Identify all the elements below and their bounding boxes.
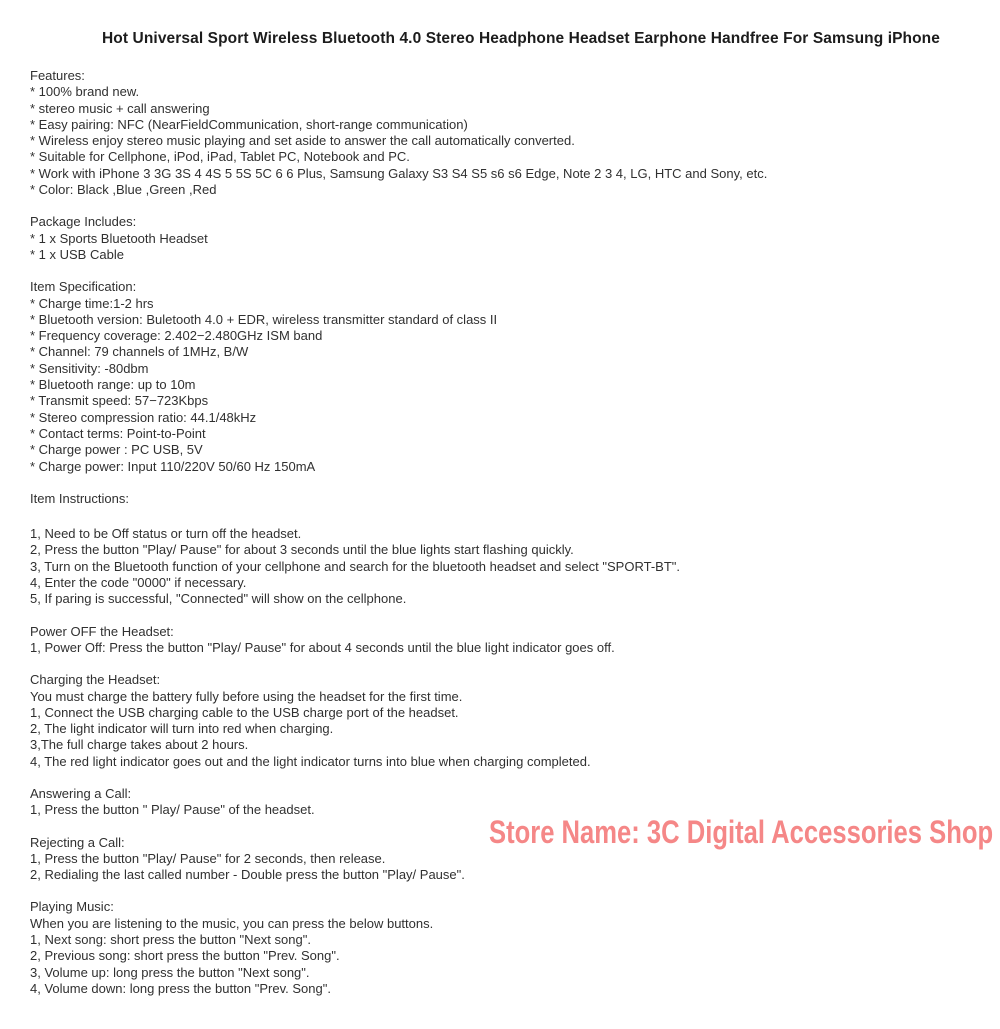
text-line: * Charge power: Input 110/220V 50/60 Hz 150mA — [30, 458, 316, 474]
section-heading: Features: — [30, 68, 85, 83]
text-line: * Work with iPhone 3 3G 3S 4 4S 5 5S 5C 6 6 Plus, Samsung Galaxy S3 S4 S5 s6 s6 Edge, Note 2 3 4, LG, HTC and Sony, etc. — [30, 165, 768, 181]
text-line: 1, Press the button " Play/ Pause" of the headset. — [30, 802, 315, 818]
text-line: * Charge time:1-2 hrs — [30, 295, 154, 311]
section-heading: Item Instructions: — [30, 490, 129, 506]
section-heading: Answering a Call: — [30, 785, 132, 801]
text-line: * Stereo compression ratio: 44.1/48kHz — [30, 409, 257, 425]
text-line: 1, Connect the USB charging cable to the USB charge port of the headset. — [30, 704, 459, 720]
text-line: * Channel: 79 channels of 1MHz, B/W — [30, 344, 249, 360]
text-line: 3,The full charge takes about 2 hours. — [30, 737, 249, 753]
section — [30, 491, 980, 507]
text-line: * Frequency coverage: 2.402−2.480GHz ISM band — [30, 328, 323, 344]
section-heading: Item Specification: — [30, 279, 137, 295]
section — [30, 214, 980, 263]
text-line: 1, Need to be Off status or turn off the headset. — [30, 526, 302, 542]
section — [30, 279, 980, 475]
text-line: 2, The light indicator will turn into red when charging. — [30, 721, 334, 737]
section-heading: Package Includes: — [30, 214, 137, 230]
text-line: You must charge the battery fully before using the headset for the first time. — [30, 688, 463, 704]
text-line: 2, Previous song: short press the button "Prev. Song". — [30, 948, 340, 964]
section — [30, 526, 980, 607]
text-line: * Bluetooth version: Buletooth 4.0 + EDR, wireless transmitter standard of class II — [30, 311, 498, 327]
store-watermark: Store Name: 3C Digital Accessories Shop — [489, 814, 994, 850]
text-line: * stereo music + call answering — [30, 100, 210, 116]
text-line: * Sensitivity: -80dbm — [30, 360, 149, 376]
text-line: 1, Power Off: Press the button "Play/ Pause" for about 4 seconds until the blue light indicator goes off. — [30, 639, 615, 655]
text-line: * Bluetooth range: up to 10m — [30, 377, 196, 393]
text-line: * Contact terms: Point-to-Point — [30, 425, 206, 441]
text-line: * Easy pairing: NFC (NearFieldCommunication, short-range communication) — [30, 116, 468, 132]
text-line: 1, Press the button "Play/ Pause" for 2 seconds, then release. — [30, 850, 386, 866]
section-heading: Playing Music: — [30, 899, 114, 915]
text-line: * Color: Black ,Blue ,Green ,Red — [30, 182, 217, 198]
text-line: * Transmit speed: 57−723Kbps — [30, 393, 209, 409]
text-line: 3, Turn on the Bluetooth function of your cellphone and search for the bluetooth headset and select "SPORT-BT". — [30, 558, 681, 574]
text-line: 2, Redialing the last called number - Double press the button "Play/ Pause". — [30, 867, 465, 883]
page-title: Hot Universal Sport Wireless Bluetooth 4.0 Stereo Headphone Headset Earphone Handfree For Samsung iPhone — [102, 30, 940, 47]
text-line: * Charge power : PC USB, 5V — [30, 442, 203, 458]
text-line: * Wireless enjoy stereo music playing and set aside to answer the call automatically converted. — [30, 133, 575, 149]
section — [30, 899, 980, 997]
text-line: When you are listening to the music, you can press the below buttons. — [30, 915, 434, 931]
section — [30, 672, 980, 770]
text-line: 4, Volume down: long press the button "Prev. Song". — [30, 980, 331, 996]
text-line: 4, Enter the code "0000" if necessary. — [30, 575, 247, 591]
text-line: * Suitable for Cellphone, iPod, iPad, Tablet PC, Notebook and PC. — [30, 149, 410, 165]
text-line: 4, The red light indicator goes out and the light indicator turns into blue when charging completed. — [30, 753, 591, 769]
text-line: 3, Volume up: long press the button "Next song". — [30, 964, 310, 980]
text-line: 5, If paring is successful, "Connected" will show on the cellphone. — [30, 591, 407, 607]
section — [30, 68, 980, 198]
text-line: * 1 x Sports Bluetooth Headset — [30, 230, 208, 246]
text-line: * 100% brand new. — [30, 84, 140, 100]
text-line: * 1 x USB Cable — [30, 246, 124, 262]
section — [30, 624, 980, 657]
section-heading: Charging the Headset: — [30, 672, 161, 688]
sections-container — [0, 68, 1000, 997]
section-heading: Rejecting a Call: — [30, 834, 125, 850]
text-line: 1, Next song: short press the button "Next song". — [30, 932, 311, 948]
text-line: 2, Press the button "Play/ Pause" for about 3 seconds until the blue lights start flashing quickly. — [30, 542, 574, 558]
section-heading: Power OFF the Headset: — [30, 623, 174, 639]
